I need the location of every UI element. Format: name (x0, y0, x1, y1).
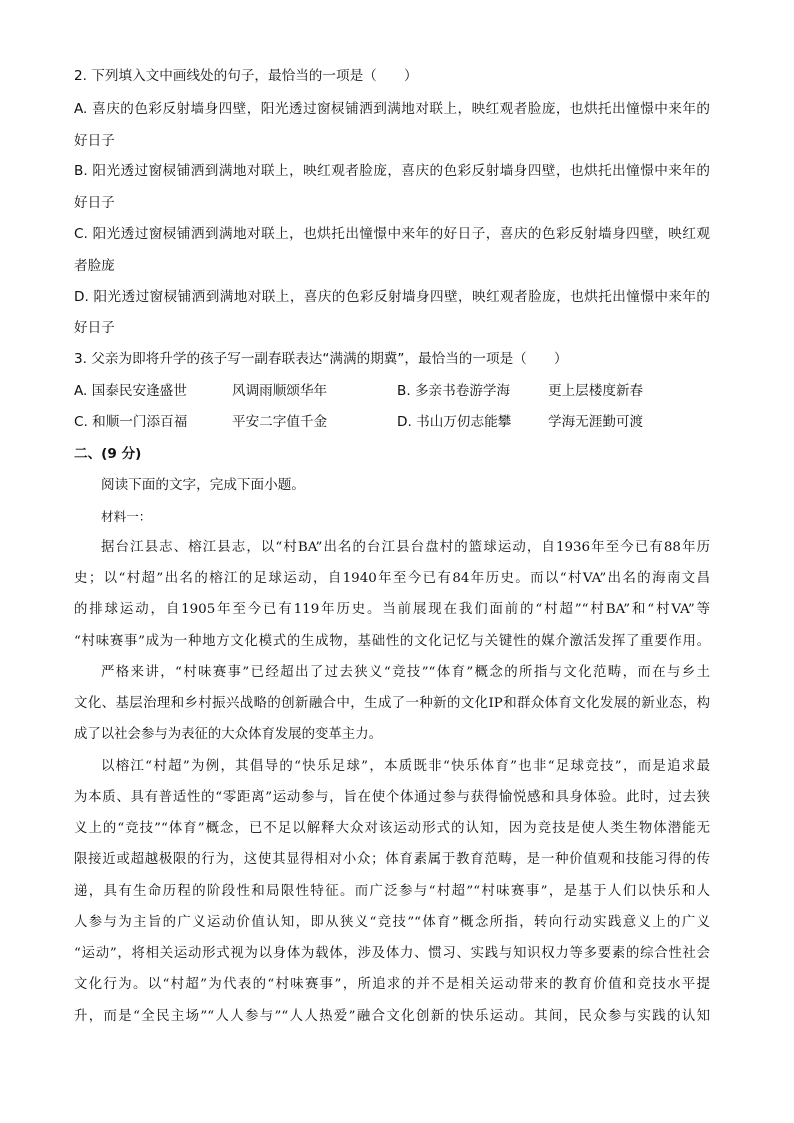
question-2-option-a-line-1: A. 喜庆的色彩反射墙身四壁，阳光透过窗棂铺洒到满地对联上，映红观者脸庞，也烘托出憧憬中来年的 (74, 101, 710, 117)
passage-line: 文化行为。以“村超”为代表的“村味赛事”，所追求的并不是相关运动带来的教育价值和竞技水平提 (74, 977, 710, 992)
passage-line: 人参与为主旨的广义运动价值认知，即从狭义“竞技”“体育”概念所指，转向行动实践意义上的广义 (74, 915, 710, 930)
passage-line: 递，具有生命历程的阶段性和局限性特征。而广泛参与“村超”“村味赛事”，是基于人们以快乐和人 (74, 884, 710, 899)
passage-line: 义上的“竞技”“体育”概念，已不足以解释大众对该运动形式的认知，因为竞技是使人类生物体潜能无 (74, 821, 710, 836)
question-2-option-c-line-1: C. 阳光透过窗棂铺洒到满地对联上，也烘托出憧憬中来年的好日子，喜庆的色彩反射墙身四壁，映红观 (74, 226, 710, 242)
question-3-option-c-lower: 平安二字值千金 (232, 414, 328, 430)
passage-line: 以榕江“村超”为例，其倡导的“快乐足球”，本质既非“快乐体育”也非“足球竞技”，而是追求最 (101, 759, 710, 774)
question-3-option-a-upper: A. 国泰民安逢盛世 (74, 383, 187, 399)
question-3-option-d-lower: 学海无涯勤可渡 (548, 414, 644, 430)
question-2-option-d-line-1: D. 阳光透过窗棂铺洒到满地对联上，喜庆的色彩反射墙身四壁，映红观者脸庞，也烘托出憧憬中来年的 (74, 289, 710, 305)
question-2-stem: 2. 下列填入文中画线处的句子，最恰当的一项是（ ） (74, 68, 418, 84)
question-3-option-d-upper: D. 书山万仞志能攀 (397, 414, 512, 430)
passage-line: 据台江县志、榕江县志，以“村BA”出名的台江县台盘村的篮球运动，自1936年至今已有88年历 (101, 540, 710, 555)
question-3-stem: 3. 父亲为即将升学的孩子写一副春联表达“满满的期冀”，最恰当的一项是（ ） (74, 351, 568, 367)
passage-line: 的排球运动，自1905年至今已有119年历史。当前展现在我们面前的“村超”“村BA”和“村VA”等 (74, 602, 710, 617)
reading-instruction: 阅读下面的文字，完成下面小题。 (101, 477, 305, 493)
passage-line: 严格来讲，“村味赛事”已经超出了过去狭义“竞技”“体育”概念的所指与文化范畴，而在与乡土 (101, 665, 710, 680)
passage-line: 文化、基层治理和乡村振兴战略的创新融合中，生成了一种新的文化IP和群众体育文化发展的新业态，构 (74, 696, 710, 711)
passage-line: 升，而是“全民主场”“人人参与”“人人热爱”融合文化创新的快乐运动。其间，民众参与实践的认知 (74, 1009, 710, 1024)
question-2-option-b-line-2: 好日子 (74, 195, 115, 211)
question-3-option-a-lower: 风调雨顺颂华年 (232, 383, 328, 399)
passage-line: “运动”，将相关运动形式视为以身体为载体，涉及体力、惯习、实践与知识权力等多要素的综合性社会 (74, 946, 710, 961)
question-2-option-d-line-2: 好日子 (74, 320, 115, 336)
question-2-option-a-line-2: 好日子 (74, 133, 115, 149)
question-2-option-b-line-1: B. 阳光透过窗棂铺洒到满地对联上，映红观者脸庞，喜庆的色彩反射墙身四壁，也烘托出憧憬中来年的 (74, 163, 710, 179)
passage-line: 限接近或超越极限的行为，这使其显得相对小众；体育素属于教育范畴，是一种价值观和技能习得的传 (74, 852, 710, 867)
section-heading: 二、(9 分) (74, 446, 142, 462)
question-2-option-c-line-2: 者脸庞 (74, 258, 115, 274)
material-label: 材料一： (101, 509, 152, 524)
passage-line: 史；以“村超”出名的榕江的足球运动，自1940年至今已有84年历史。而以“村VA”出名的海南文昌 (74, 571, 710, 586)
passage-line: 为本质、具有普适性的“零距离”运动参与，旨在使个体通过参与获得愉悦感和具身体验。此时，过去狭 (74, 790, 710, 805)
question-3-option-b-lower: 更上层楼度新春 (548, 383, 644, 399)
passage-line: “村味赛事”成为一种地方文化模式的生成物，基础性的文化记忆与关键性的媒介激活发挥了重要作用。 (74, 634, 710, 649)
question-3-option-c-upper: C. 和顺一门添百福 (74, 414, 188, 430)
question-3-option-b-upper: B. 多亲书卷游学海 (397, 383, 511, 399)
passage-line: 成了以社会参与为表征的大众体育发展的变革主力。 (74, 727, 382, 742)
